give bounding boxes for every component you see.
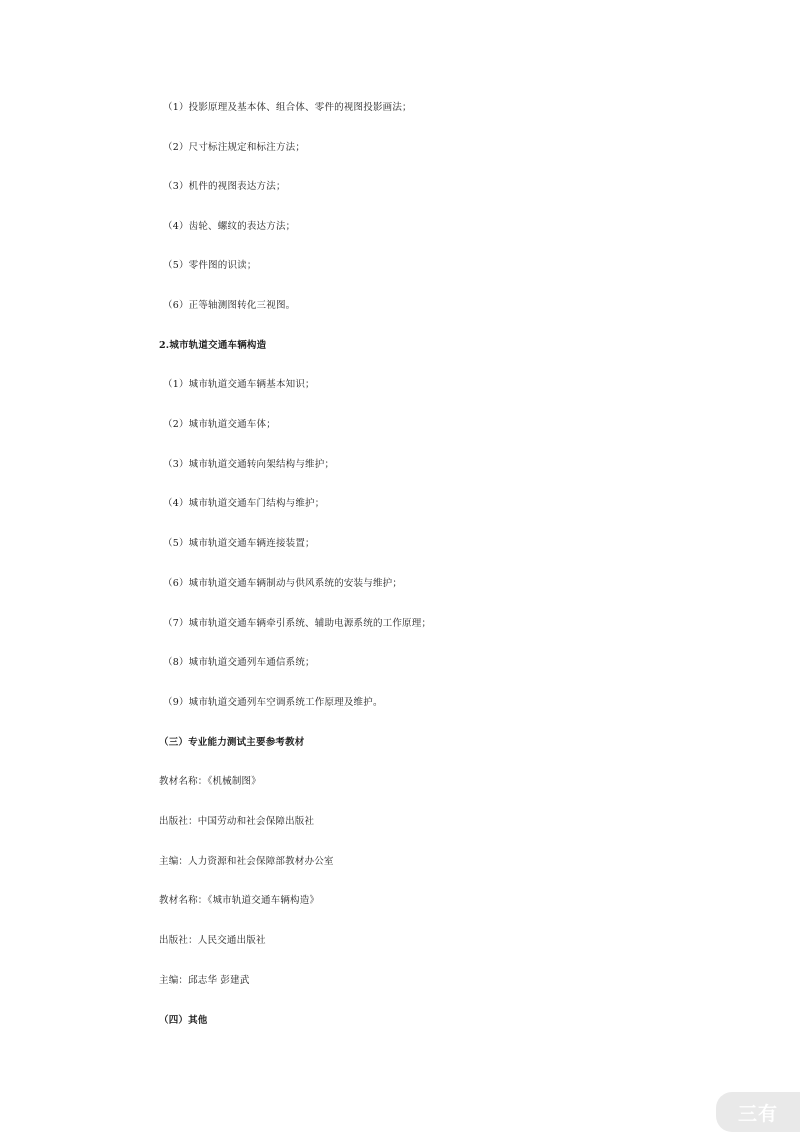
watermark-text: 三有 (737, 1102, 778, 1125)
section-heading: 2.城市轨道交通车辆构造 (159, 340, 267, 351)
list-item: （5）零件图的识读； (163, 260, 257, 271)
section-heading: （三）专业能力测试主要参考教材 (159, 737, 305, 748)
publisher: 出版社：中国劳动和社会保障出版社 (159, 816, 315, 827)
list-item: （6）城市轨道交通车辆制动与供风系统的安装与维护； (163, 578, 403, 589)
list-item: （1）投影原理及基本体、组合体、零件的视图投影画法； (163, 102, 412, 113)
list-item: （1）城市轨道交通车辆基本知识； (163, 379, 315, 390)
list-item: （5）城市轨道交通车辆连接装置； (163, 538, 315, 549)
list-item: （4）城市轨道交通车门结构与维护； (163, 498, 325, 509)
section-heading: （四）其他 (159, 1015, 208, 1026)
list-item: （4）齿轮、螺纹的表达方法； (163, 221, 296, 232)
list-item: （9）城市轨道交通列车空调系统工作原理及维护。 (163, 697, 383, 708)
textbook-name: 教材名称：《机械制图》 (159, 776, 261, 787)
list-item: （3）机件的视图表达方法； (163, 181, 286, 192)
publisher: 出版社：人民交通出版社 (159, 935, 266, 946)
list-item: （2）城市轨道交通车体； (163, 419, 276, 430)
editor: 主编：人力资源和社会保障部教材办公室 (159, 856, 334, 867)
textbook-name: 教材名称：《城市轨道交通车辆构造》 (159, 895, 320, 906)
list-item: （6）正等轴测图转化三视图。 (163, 300, 296, 311)
list-item: （8）城市轨道交通列车通信系统； (163, 657, 315, 668)
list-item: （2）尺寸标注规定和标注方法； (163, 142, 306, 153)
watermark-logo (716, 1092, 800, 1132)
list-item: （3）城市轨道交通转向架结构与维护； (163, 459, 335, 470)
list-item: （7）城市轨道交通车辆牵引系统、辅助电源系统的工作原理； (163, 618, 432, 629)
editor: 主编：邱志华 彭建武 (159, 975, 250, 986)
